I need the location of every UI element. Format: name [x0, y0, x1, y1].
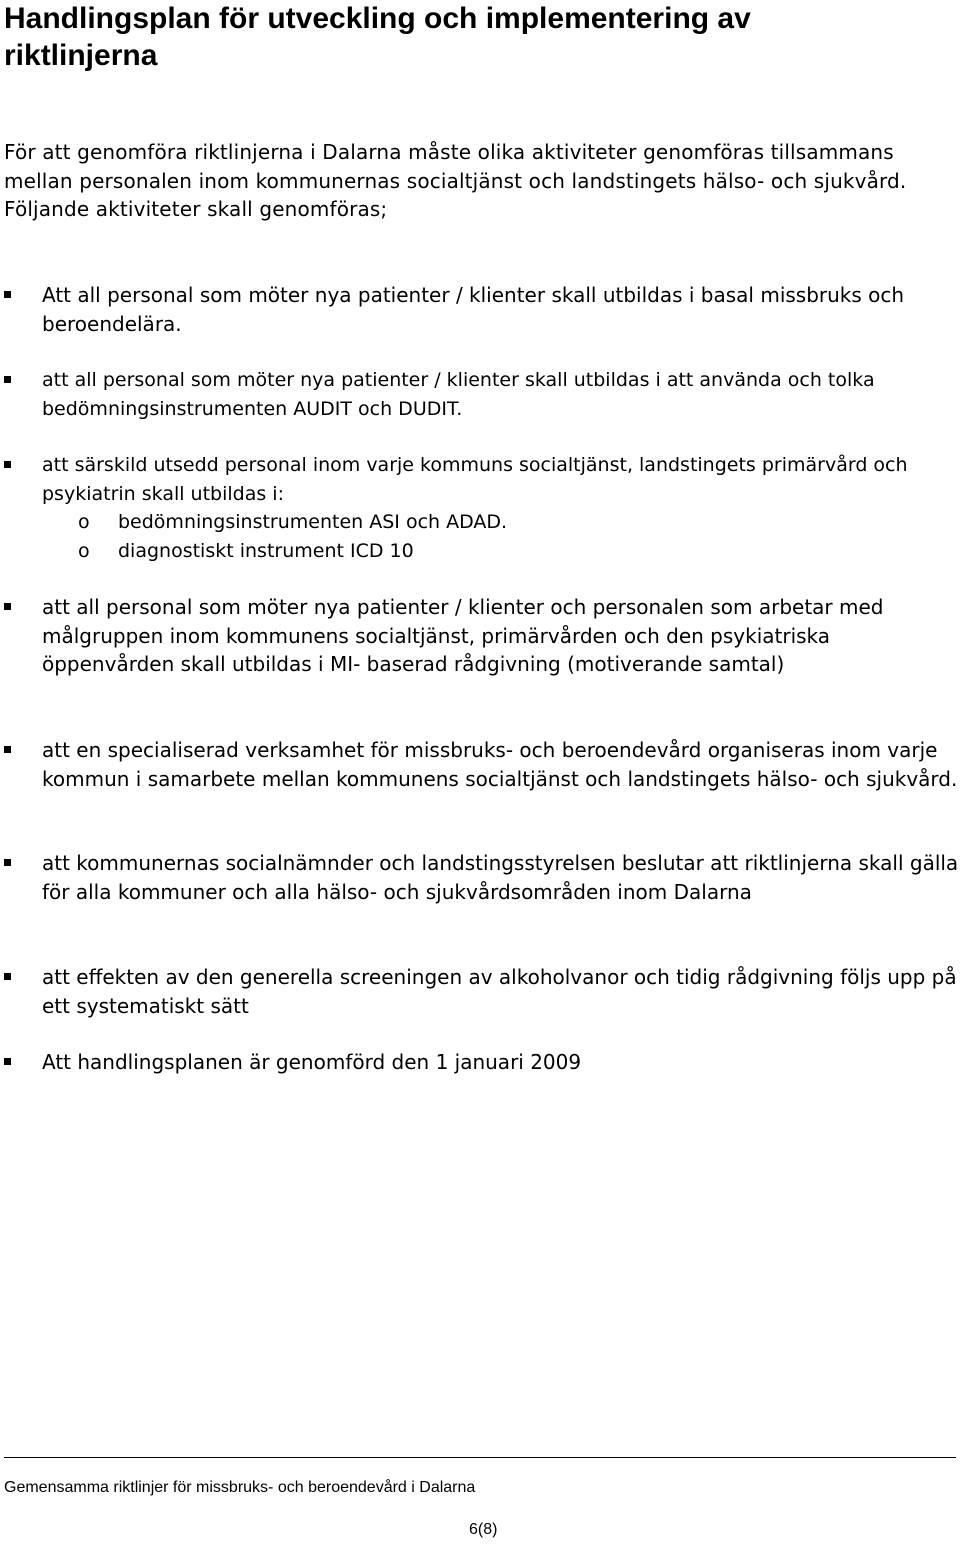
- list-item-text: att kommunernas socialnämnder och landstingsstyrelsen beslutar att riktlinjerna skall gälla för alla kommuner och alla hälso- och sjukvårdsområden inom Dalarna: [42, 851, 959, 904]
- sub-list-item-text: bedömningsinstrumenten ASI och ADAD.: [118, 511, 508, 533]
- square-bullet-icon: [4, 746, 11, 753]
- footer-divider: [4, 1457, 956, 1458]
- page-title: Handlingsplan för utveckling och implementering av riktlinjerna: [4, 2, 751, 72]
- hollow-bullet-icon: o: [78, 511, 90, 533]
- intro-paragraph: För att genomföra riktlinjerna i Dalarna måste olika aktiviteter genomföras tillsammans mellan personalen inom kommunernas socialtjänst och landstingets hälso- och sjukvård. Följande aktiviteter skall genomföras;: [4, 140, 907, 221]
- square-bullet-icon: [4, 859, 11, 866]
- sub-list-item-text: diagnostiskt instrument ICD 10: [118, 540, 414, 562]
- sub-list-item: [0, 508, 960, 536]
- square-bullet-icon: [4, 291, 11, 298]
- square-bullet-icon: [4, 461, 11, 468]
- square-bullet-icon: [4, 973, 11, 980]
- footer-text: Gemensamma riktlinjer för missbruks- och beroendevård i Dalarna: [4, 1479, 476, 1496]
- page-number: 6(8): [469, 1521, 498, 1538]
- list-item-text: Att handlingsplanen är genomförd den 1 januari 2009: [42, 1050, 582, 1074]
- square-bullet-icon: [4, 1058, 11, 1065]
- list-item-text: att all personal som möter nya patienter / klienter skall utbildas i att använda och tolka bedömningsinstrumenten AUDIT och DUDIT.: [42, 369, 875, 420]
- list-item-text: att särskild utsedd personal inom varje kommuns socialtjänst, landstingets primärvård och psykiatrin skall utbildas i:: [42, 454, 908, 505]
- sub-list-item: [0, 537, 960, 565]
- list-item-text: att en specialiserad verksamhet för missbruks- och beroendevård organiseras inom varje kommun i samarbete mellan kommunens socialtjänst och landstingets hälso- och sjukvård.: [42, 738, 958, 791]
- square-bullet-icon: [4, 376, 11, 383]
- list-item-text: Att all personal som möter nya patienter / klienter skall utbildas i basal missbruks och beroendelära.: [42, 283, 905, 336]
- square-bullet-icon: [4, 603, 11, 610]
- list-item-text: att effekten av den generella screeningen av alkoholvanor och tidig rådgivning följs upp på ett systematiskt sätt: [42, 965, 957, 1018]
- hollow-bullet-icon: o: [78, 540, 90, 562]
- list-item-text: att all personal som möter nya patienter / klienter och personalen som arbetar med målgruppen inom kommunens socialtjänst, primärvården och den psykiatriska öppenvården skall utbildas i MI- baserad rådgivning (motiverande samtal): [42, 595, 884, 676]
